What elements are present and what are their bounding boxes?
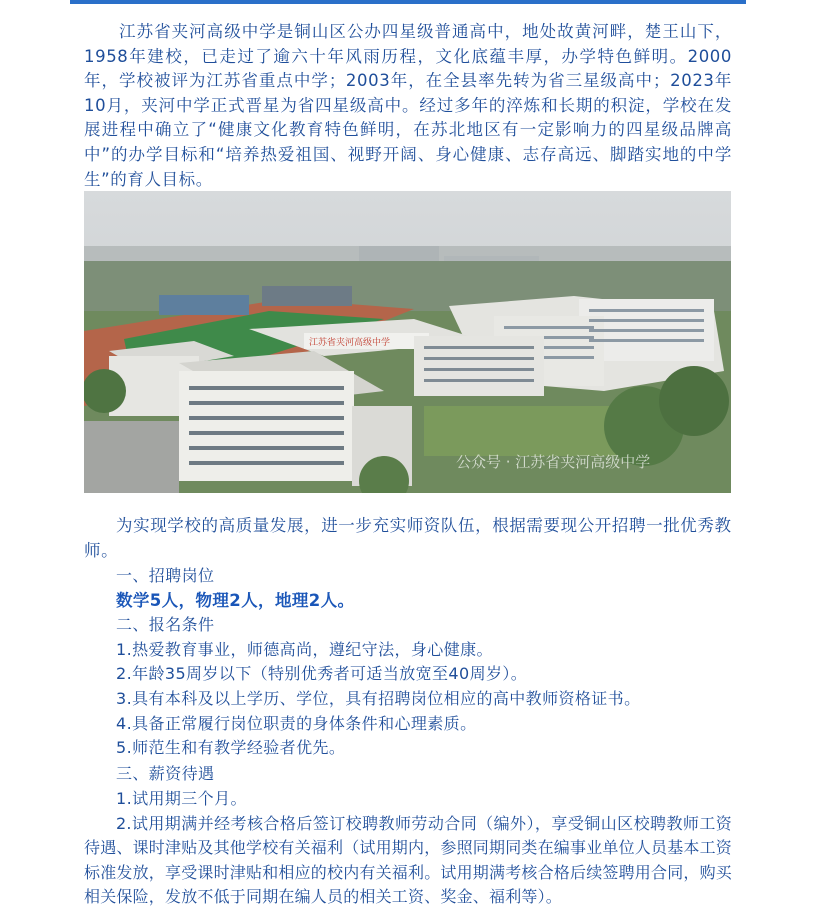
salary-item-detail: 2.试用期满并经考核合格后签订校聘教师劳动合同（编外），享受铜山区校聘教师工资待遇、课时津贴及其他学校有关福利（试用期内，参照同期同类在编事业单位人员基本工资标准发放，享受课时津贴和相应的校内有关福利。试用期满考核合格后续签聘用合同，购买相关保险，发放不低于同期在编人员的相关工资、奖金、福利等）。 [84,814,733,907]
intro-paragraph: 江苏省夹河高级中学是铜山区公办四星级普通高中，地处故黄河畔，楚王山下，1958年建校，已走过了逾六十年风雨历程，文化底蕴丰厚，办学特色鲜明。2000年，学校被评为江苏省重点中学；2003年，在全县率先转为省三星级高中；2023年10月，夹河中学正式晋星为省四星级高中。经过多年的淬炼和长期的积淀，学校在发展进程中确立了“健康文化教育特色鲜明，在苏北地区有一定影响力的四星级品牌高中”的办学目标和“培养热爱祖国、视野开阔、身心健康、志存高远、脚踏实地的中学生”的育人目标。 [84,22,732,189]
salary-item: 1.试用期三个月。 [116,789,247,808]
campus-aerial-photo [84,191,731,493]
requirement-item: 5.师范生和有教学经验者优先。 [116,738,346,757]
requirement-item: 3.具有本科及以上学历、学位，具有招聘岗位相应的高中教师资格证书。 [116,689,641,708]
building-sign-text: 江苏省夹河高级中学 [309,338,391,348]
recruit-paragraph: 为实现学校的高质量发展，进一步充实师资队伍，根据需要现公开招聘一批优秀教师。 [84,516,732,560]
requirement-item: 4.具备正常履行岗位职责的身体条件和心理素质。 [116,714,477,733]
requirement-item: 2.年龄35周岁以下（特别优秀者可适当放宽至40周岁）。 [116,664,528,683]
section-requirements-title: 二、报名条件 [116,615,215,634]
section-salary-title: 三、薪资待遇 [116,764,215,783]
section-recruit-positions-title: 一、招聘岗位 [116,566,215,585]
requirement-item: 1.热爱教育事业，师德高尚，遵纪守法，身心健康。 [116,640,493,659]
recruit-positions-text: 数学5人，物理2人，地理2人。 [116,591,355,610]
photo-watermark: 公众号 · 江苏省夹河高级中学 [456,453,651,471]
top-accent-bar [70,0,746,4]
